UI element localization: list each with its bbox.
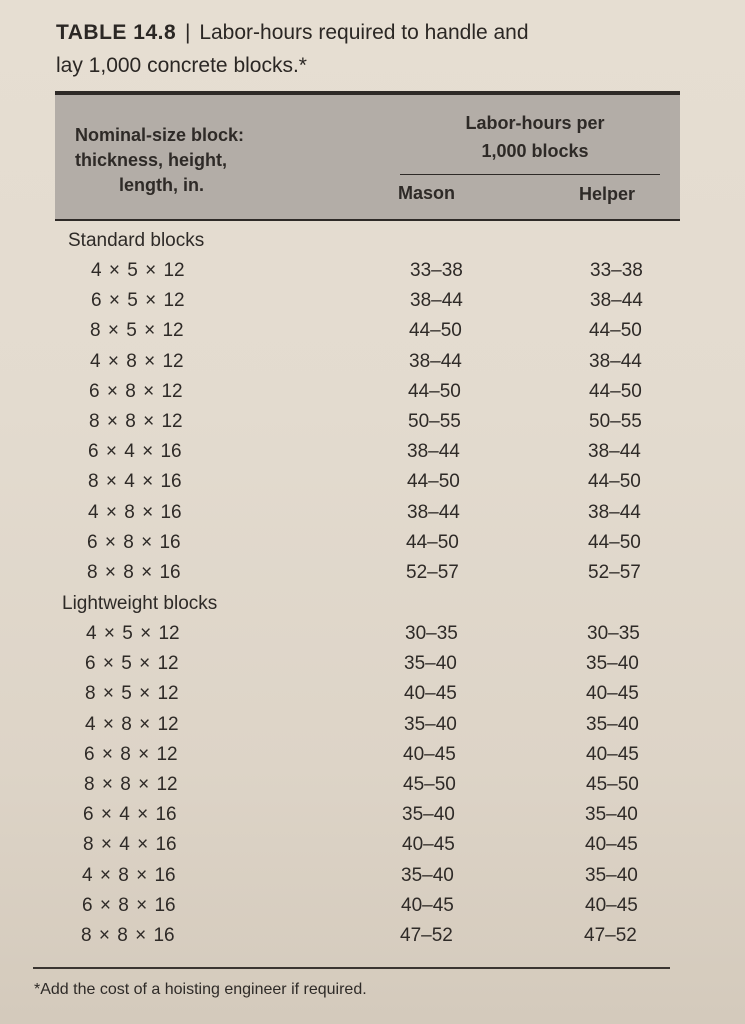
- helper-hours-cell: 44–50: [589, 320, 642, 342]
- block-size-cell: 6 × 5 × 12: [91, 290, 185, 312]
- block-size-cell: 6 × 8 × 16: [82, 894, 176, 916]
- column-header-helper: Helper: [579, 184, 636, 204]
- table-title-line1: Labor-hours required to handle and: [199, 21, 529, 44]
- helper-hours-cell: 45–50: [586, 774, 639, 795]
- block-size-cell: 6 × 8 × 16: [87, 531, 181, 553]
- table-row: [0, 381, 745, 409]
- table-row: [0, 865, 745, 893]
- block-size-cell: 6 × 5 × 12: [85, 653, 179, 675]
- block-size-cell: 8 × 8 × 12: [84, 774, 178, 795]
- mason-hours-cell: 40–45: [404, 683, 457, 705]
- block-size-cell: 4 × 8 × 12: [85, 713, 179, 735]
- table-row: [0, 744, 745, 772]
- mason-hours-cell: 35–40: [404, 653, 457, 675]
- block-size-cell: 8 × 8 × 12: [89, 411, 183, 432]
- table-row: [0, 532, 745, 560]
- table-row: [0, 471, 745, 499]
- helper-hours-cell: 35–40: [586, 653, 639, 675]
- table-row: [0, 653, 745, 681]
- helper-hours-cell: 38–44: [590, 290, 643, 312]
- mason-hours-cell: 44–50: [406, 531, 459, 553]
- mason-hours-cell: 52–57: [406, 562, 459, 583]
- mason-hours-cell: 35–40: [402, 804, 455, 826]
- table-bottom-rule: [33, 967, 670, 969]
- section-label: Lightweight blocks: [62, 593, 218, 614]
- mason-hours-cell: 38–44: [409, 350, 462, 372]
- helper-hours-cell: 35–40: [585, 864, 638, 886]
- header-bottom-rule: [55, 219, 680, 221]
- block-size-cell: 4 × 5 × 12: [86, 623, 180, 644]
- mason-hours-cell: 38–44: [410, 290, 463, 312]
- helper-hours-cell: 44–50: [588, 471, 641, 493]
- mason-hours-cell: 33–38: [410, 260, 463, 281]
- table-row: [0, 441, 745, 469]
- nominal-header-line3: length, in.: [119, 175, 204, 195]
- table-row: [0, 411, 745, 439]
- table-row: [0, 774, 745, 802]
- block-size-cell: 8 × 5 × 12: [85, 683, 179, 705]
- mason-hours-cell: 40–45: [402, 834, 455, 856]
- helper-hours-cell: 35–40: [586, 713, 639, 735]
- mason-hours-cell: 44–50: [408, 380, 461, 402]
- helper-hours-cell: 33–38: [590, 260, 643, 281]
- helper-hours-cell: 35–40: [585, 804, 638, 826]
- mason-hours-cell: 35–40: [404, 713, 457, 735]
- helper-hours-cell: 52–57: [588, 562, 641, 583]
- helper-hours-cell: 38–44: [588, 501, 641, 523]
- helper-hours-cell: 44–50: [589, 380, 642, 402]
- helper-hours-cell: 38–44: [588, 441, 641, 463]
- table-row: [0, 562, 745, 590]
- column-header-nominal-size: [75, 123, 335, 198]
- mason-hours-cell: 38–44: [407, 501, 460, 523]
- block-size-cell: 8 × 4 × 16: [88, 471, 182, 493]
- table-row: [0, 714, 745, 742]
- block-size-cell: 8 × 4 × 16: [83, 834, 177, 856]
- mason-hours-cell: 40–45: [403, 743, 456, 765]
- block-size-cell: 6 × 8 × 12: [89, 380, 183, 402]
- table-row: [0, 290, 745, 318]
- block-size-cell: 6 × 4 × 16: [83, 804, 177, 826]
- mason-hours-cell: 44–50: [407, 471, 460, 493]
- nominal-header-line2: thickness, height,: [75, 150, 228, 170]
- section-label: Standard blocks: [68, 230, 205, 251]
- mason-hours-cell: 50–55: [408, 411, 461, 432]
- helper-hours-cell: 38–44: [589, 350, 642, 372]
- table-number: TABLE 14.8: [56, 21, 177, 44]
- helper-hours-cell: 47–52: [584, 925, 637, 946]
- table-footnote: *Add the cost of a hoisting engineer if required.: [34, 981, 367, 998]
- table-row: [0, 623, 745, 651]
- mason-hours-cell: 47–52: [400, 925, 453, 946]
- mason-hours-cell: 40–45: [401, 894, 454, 916]
- table-title-line2: lay 1,000 concrete blocks.*: [56, 54, 307, 77]
- block-size-cell: 8 × 8 × 16: [81, 925, 175, 946]
- block-size-cell: 6 × 4 × 16: [88, 441, 182, 463]
- helper-hours-cell: 40–45: [586, 683, 639, 705]
- labor-header-line1: Labor-hours per: [465, 113, 605, 133]
- table-row: [0, 925, 745, 953]
- block-size-cell: 8 × 5 × 12: [90, 320, 184, 342]
- table-row: [0, 834, 745, 862]
- block-size-cell: 4 × 8 × 16: [88, 501, 182, 523]
- mason-hours-cell: 30–35: [405, 623, 458, 644]
- helper-hours-cell: 40–45: [585, 834, 638, 856]
- block-size-cell: 4 × 8 × 12: [90, 350, 184, 372]
- nominal-header-line1: Nominal-size block:: [75, 125, 245, 145]
- table-row: [0, 683, 745, 711]
- column-header-mason: Mason: [398, 183, 456, 203]
- table-row: [0, 320, 745, 348]
- group-header-underline: [400, 174, 660, 175]
- table-header: [55, 95, 680, 219]
- helper-hours-cell: 40–45: [585, 894, 638, 916]
- block-size-cell: 4 × 8 × 16: [82, 864, 176, 886]
- mason-hours-cell: 44–50: [409, 320, 462, 342]
- labor-header-line2: 1,000 blocks: [481, 141, 589, 161]
- helper-hours-cell: 44–50: [588, 531, 641, 553]
- helper-hours-cell: 40–45: [586, 743, 639, 765]
- table-row: [0, 260, 745, 288]
- helper-hours-cell: 30–35: [587, 623, 640, 644]
- table-row: [0, 502, 745, 530]
- block-size-cell: 4 × 5 × 12: [91, 260, 185, 281]
- table-caption: [56, 16, 696, 82]
- table-row: [0, 804, 745, 832]
- mason-hours-cell: 35–40: [401, 864, 454, 886]
- column-group-header-labor-hours: [400, 109, 670, 165]
- table-row: [0, 351, 745, 379]
- caption-separator: |: [185, 21, 191, 44]
- helper-hours-cell: 50–55: [589, 411, 642, 432]
- mason-hours-cell: 45–50: [403, 774, 456, 795]
- table-row: [0, 895, 745, 923]
- block-size-cell: 6 × 8 × 12: [84, 743, 178, 765]
- block-size-cell: 8 × 8 × 16: [87, 562, 181, 583]
- mason-hours-cell: 38–44: [407, 441, 460, 463]
